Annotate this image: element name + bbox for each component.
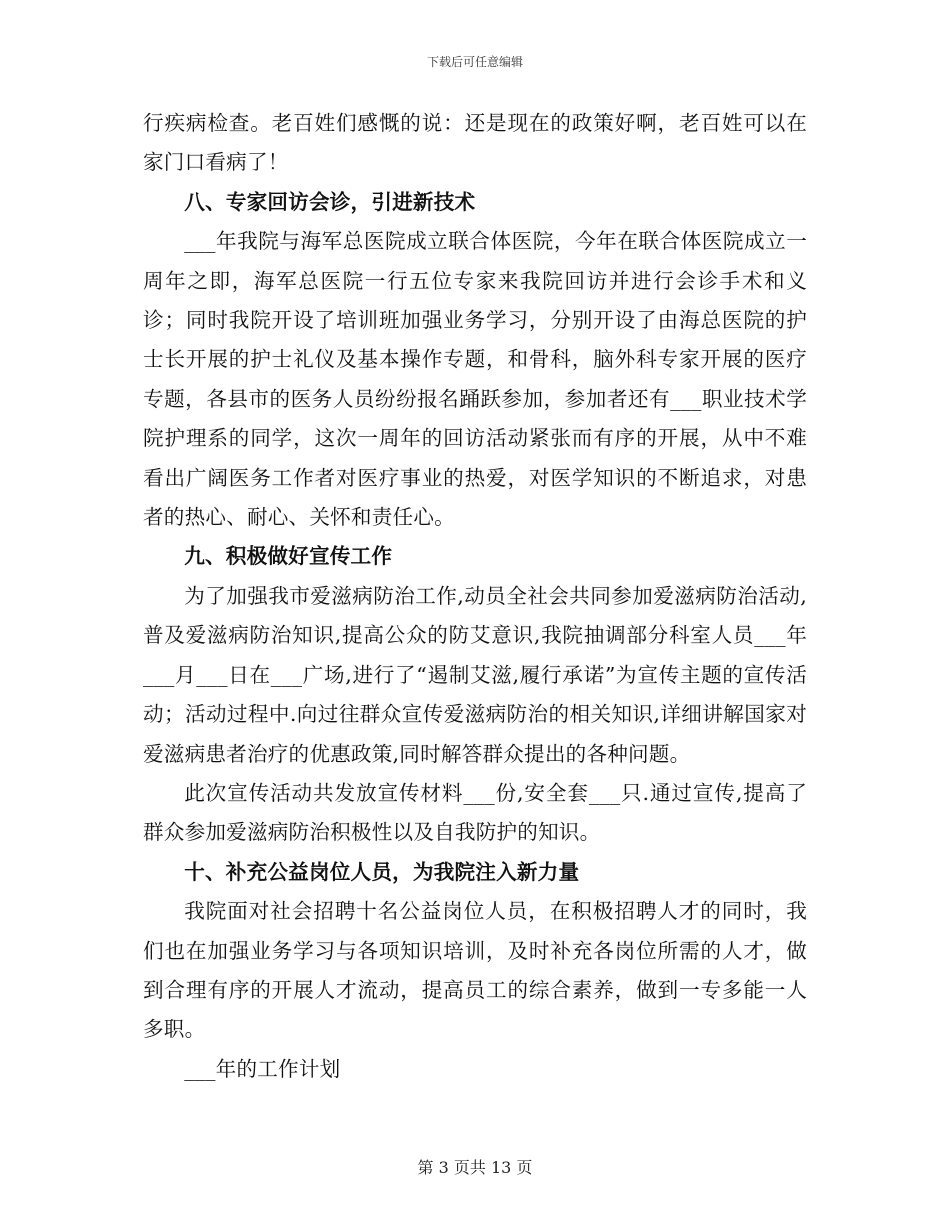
page-number-footer: 第 3 页共 13 页 [417,1158,533,1177]
section-10-heading: 十、补充公益岗位人员，为我院注入新力量 [184,859,580,884]
section-8-paragraph: ___年我院与海军总医院成立联合体医院，今年在联合体医院成立一周年之即，海军总医院一行五位专家来我院回访并进行会诊手术和义诊；同时我院开设了培训班加强业务学习，分别开设了由海总医院的护士长开展的护士礼仪及基本操作专题，和骨科，脑外科专家开展的医疗专题，各县市的医务人员纷纷报名踊跃参加，参加者还有___职业技术学院护理系的同学，这次一周年的回访活动紧张而有序的开展，从中不难看出广阔医务工作者对医疗事业的热爱，对医学知识的不断追求，对患者的热心、耐心、关怀和责任心。 [143,229,807,530]
section-9-paragraph-2: 此次宣传活动共发放宣传材料___份,安全套___只.通过宣传,提高了群众参加爱滋病防治积极性以及自我防护的知识。 [143,780,807,845]
work-plan-title: ___年的工作计划 [184,1056,341,1081]
section-10-paragraph: 我院面对社会招聘十名公益岗位人员，在积极招聘人才的同时，我们也在加强业务学习与各项知识培训，及时补充各岗位所需的人才，做到合理有序的开展人才流动，提高员工的综合素养，做到一专多能一人多职。 [143,899,807,1042]
intro-paragraph: 行疾病检查。老百姓们感慨的说：还是现在的政策好啊，老百姓可以在家门口看病了！ [143,111,807,175]
section-8-heading: 八、专家回访会诊，引进新技术 [184,189,476,214]
document-body [143,104,807,1089]
page-header: 下载后可任意编辑 [426,55,523,69]
section-9-heading: 九、积极做好宣传工作 [184,544,393,569]
section-9-paragraph-1: 为了加强我市爱滋病防治工作,动员全社会共同参加爱滋病防治活动,普及爱滋病防治知识,提高公众的防艾意识,我院抽调部分科室人员___年___月___日在___广场,进行了“遏制艾滋,履行承诺”为宣传主题的宣传活动；活动过程中.向过往群众宣传爱滋病防治的相关知识,详细讲解国家对爱滋病患者治疗的优惠政策,同时解答群众提出的各种问题。 [143,583,807,766]
